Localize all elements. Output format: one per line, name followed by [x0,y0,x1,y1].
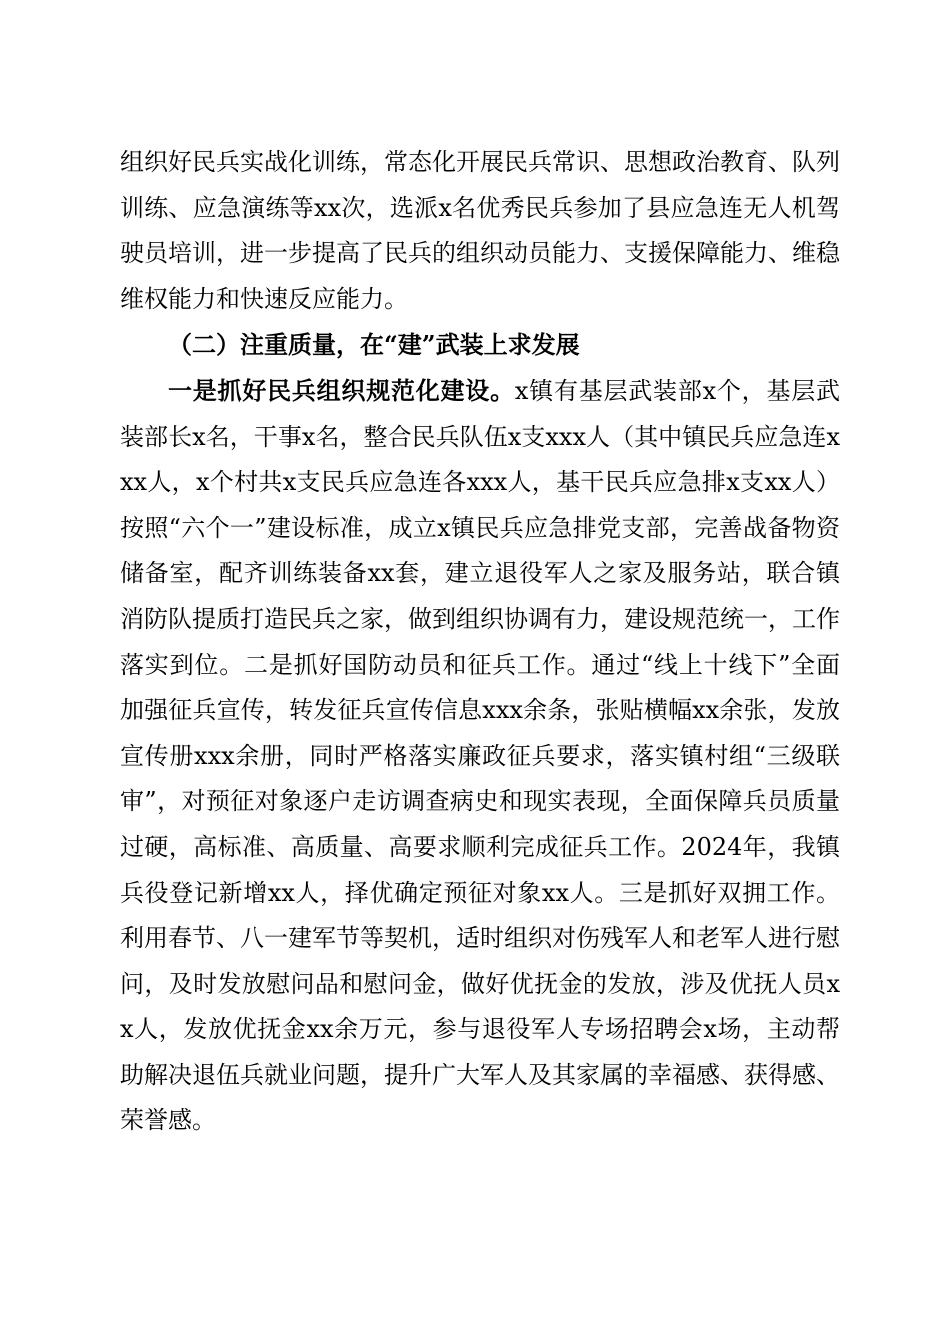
section-heading: （二）注重质量，在“建”武装上求发展 [168,330,580,360]
paragraph-lead: 一是抓好民兵组织规范化建设。 [168,375,515,405]
section-paragraph [120,368,840,1144]
document-body [120,140,840,1144]
paragraph-text: x镇有基层武装部x个，基层武装部长x名，干事x名，整合民兵队伍x支xxx人（其中镇民兵应急连xxx人，x个村共x支民兵应急连各xxx人，基干民兵应急排x支xx人）按照“六个一”建设标准，成立x镇民兵应急排党支部，完善战备物资储备室，配齐训练装备xx套，建立退役军人之家及服务站，联合镇消防队提质打造民兵之家，做到组织协调有力，建设规范统一，工作落实到位。二是抓好国防动员和征兵工作。通过“线上十线下”全面加强征兵宣传，转发征兵宣传信息xxx余条，张贴横幅xx余张，发放宣传册xxx余册，同时严格落实廉政征兵要求，落实镇村组“三级联审”，对预征对象逐户走访调查病史和现实表现，全面保障兵员质量过硬，高标准、高质量、高要求顺利完成征兵工作。2024年，我镇兵役登记新增xx人，择优确定预征对象xx人。三是抓好双拥工作。利用春节、八一建军节等契机，适时组织对伤残军人和老军人进行慰问，及时发放慰问品和慰问金，做好优抚金的发放，涉及优抚人员xx人，发放优抚金xx余万元，参与退役军人专场招聘会x场，主动帮助解决退伍兵就业问题，提升广大军人及其家属的幸福感、获得感、荣誉感。 [120,376,841,1135]
paragraph-continuation: 组织好民兵实战化训练，常态化开展民兵常识、思想政治教育、队列训练、应急演练等xx次，选派x名优秀民兵参加了县应急连无人机驾驶员培训，进一步提高了民兵的组织动员能力、支援保障能力、维稳维权能力和快速反应能力。 [120,148,840,313]
